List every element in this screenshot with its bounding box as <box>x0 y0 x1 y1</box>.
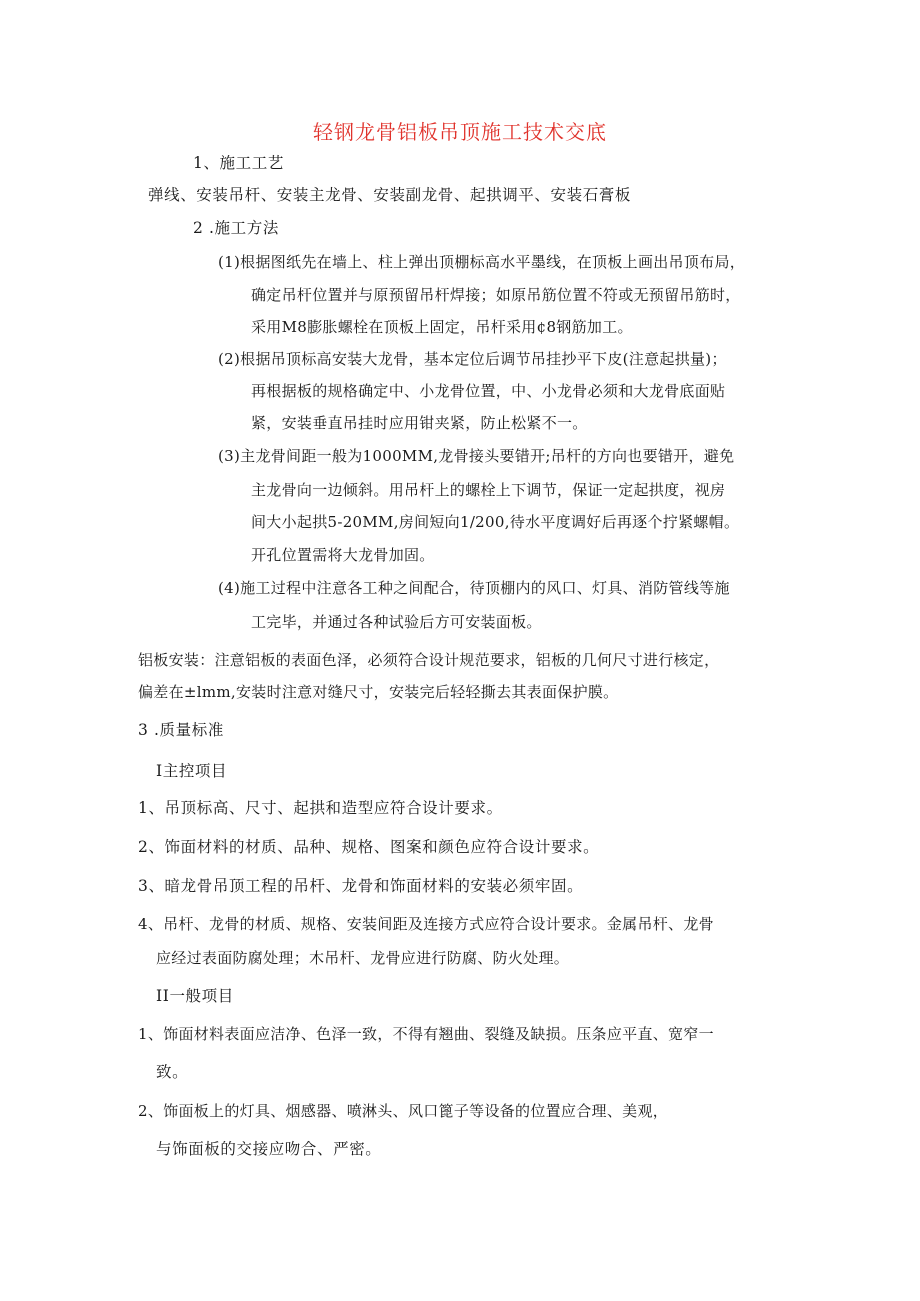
method-1-line-2: 确定吊杆位置并与原预留吊杆焊接；如原吊筋位置不符或无预留吊筋时， <box>251 286 741 304</box>
method-4-line-1: (4)施工过程中注意各工种之间配合，待顶棚内的风口、灯具、消防管线等施 <box>218 579 730 597</box>
document-title: 轻钢龙骨铝板吊顶施工技术交底 <box>313 120 607 144</box>
method-3-line-2: 主龙骨向一边倾斜。用吊杆上的螺栓上下调节，保证一定起拱度，视房 <box>251 481 726 499</box>
section-1-heading: 1、施工工艺 <box>193 154 284 172</box>
main-item-2: 2、饰面材料的材质、品种、规格、图案和颜色应符合设计要求。 <box>138 838 600 856</box>
main-item-3: 3、暗龙骨吊顶工程的吊杆、龙骨和饰面材料的安装必须牢固。 <box>138 877 584 895</box>
aluminum-note-line-1: 铝板安装：注意铝板的表面色泽，必须符合设计规范要求，铝板的几何尺寸进行核定， <box>138 651 720 669</box>
general-item-1-line-2: 致。 <box>156 1063 189 1081</box>
section-3-heading: 3 .质量标准 <box>138 721 224 739</box>
method-2-line-2: 再根据板的规格确定中、小龙骨位置，中、小龙骨必须和大龙骨底面贴 <box>251 382 726 400</box>
method-3-line-3: 间大小起拱5-20MM,房间短向1/200,待水平度调好后再逐个拧紧螺帽。 <box>251 513 740 531</box>
method-1-line-3: 采用M8膨胀螺栓在顶板上固定，吊杆采用¢8钢筋加工。 <box>251 318 633 336</box>
general-item-2-line-1: 2、饰面板上的灯具、烟感器、喷淋头、风口篦子等设备的位置应合理、美观， <box>138 1102 669 1120</box>
method-2-line-3: 紧，安装垂直吊挂时应用钳夹紧，防止松紧不一。 <box>251 414 588 432</box>
main-item-4-line-1: 4、吊杆、龙骨的材质、规格、安装间距及连接方式应符合设计要求。金属吊杆、龙骨 <box>138 915 714 933</box>
method-3-line-1: (3)主龙骨间距一般为1000MM,龙骨接头要错开;吊杆的方向也要错开，避免 <box>218 447 735 465</box>
main-item-1: 1、吊顶标高、尺寸、起拱和造型应符合设计要求。 <box>138 799 503 817</box>
aluminum-note-line-2: 偏差在±lmm,安装时注意对缝尺寸，安装完后轻轻撕去其表面保护膜。 <box>138 683 619 701</box>
main-control-heading: I主控项目 <box>156 762 228 780</box>
general-heading: II一般项目 <box>156 987 234 1005</box>
method-2-line-1: (2)根据吊顶标高安装大龙骨，基本定位后调节吊挂抄平下皮(注意起拱量)； <box>218 350 727 368</box>
method-1-line-1: (1)根据图纸先在墙上、柱上弹出顶棚标高水平墨线，在顶板上画出吊顶布局， <box>218 253 746 271</box>
general-item-1-line-1: 1、饰面材料表面应洁净、色泽一致，不得有翘曲、裂缝及缺损。压条应平直、宽窄一 <box>138 1025 714 1043</box>
method-4-line-2: 工完毕，并通过各种试验后方可安装面板。 <box>251 613 542 631</box>
section-1-text: 弹线、安装吊杆、安装主龙骨、安装副龙骨、起拱调平、安装石膏板 <box>148 186 632 204</box>
general-item-2-line-2: 与饰面板的交接应吻合、严密。 <box>156 1140 382 1158</box>
section-2-heading: 2 .施工方法 <box>193 219 279 237</box>
main-item-4-line-2: 应经过表面防腐处理；木吊杆、龙骨应进行防腐、防火处理。 <box>156 949 570 967</box>
method-3-line-4: 开孔位置需将大龙骨加固。 <box>251 546 435 564</box>
